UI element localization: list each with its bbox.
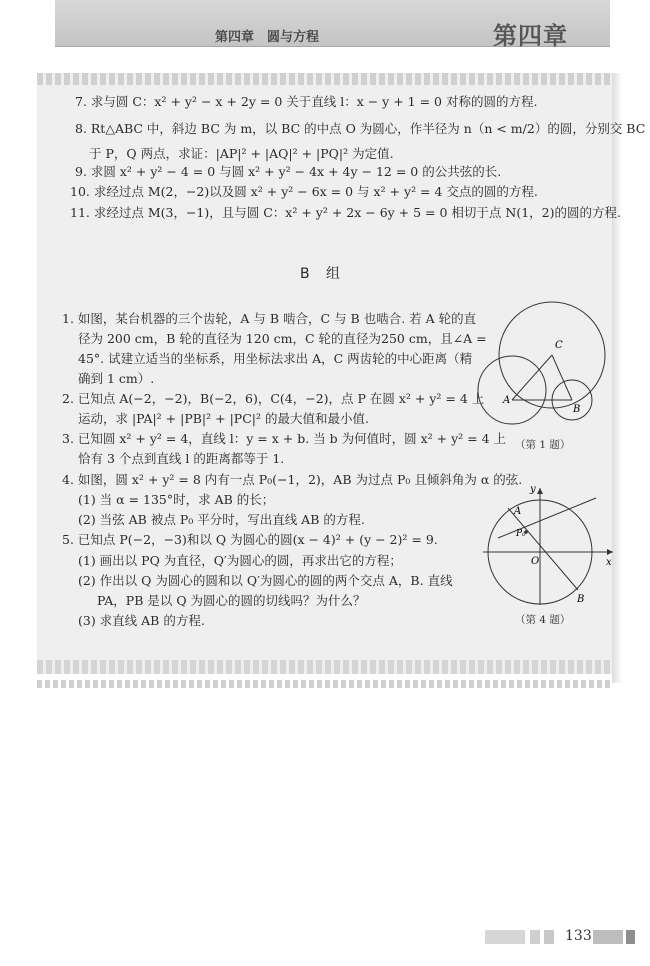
footer-block: [530, 930, 540, 944]
b-exercise-1: 1. 如图，某台机器的三个齿轮，A 与 B 啮合，C 与 B 也啮合. 若 A 轮的直: [62, 311, 477, 326]
label-x: x: [606, 557, 612, 568]
b-exercise-2-line2: 运动，求 |PA|² + |PB|² + |PC|² 的最大值和最小值.: [78, 411, 369, 426]
footer-block: [626, 930, 635, 944]
chapter-header-title: 第四章 圆与方程: [215, 30, 320, 45]
b-exercise-1-line4: 确到 1 cm）.: [78, 371, 155, 386]
b-exercise-5-part2: (2) 作出以 Q 为圆心的圆和以 Q′为圆心的圆的两个交点 A，B. 直线: [78, 573, 453, 588]
b-exercise-3: 3. 已知圆 x² + y² = 4，直线 l：y = x + b. 当 b 为何值时，圆 x² + y² = 4 上: [62, 431, 506, 446]
figure-4-caption: （第 4 题）: [515, 614, 571, 626]
b-exercise-4-part2: (2) 当弦 AB 被点 P₀ 平分时，写出直线 AB 的方程.: [78, 512, 365, 527]
exercise-10: 10. 求经过点 M(2，−2)以及圆 x² + y² − 6x = 0 与 x² + y² = 4 交点的圆的方程.: [70, 184, 538, 199]
label-b: B: [573, 404, 581, 415]
footer-block: [593, 930, 623, 944]
label-a: A: [503, 395, 511, 406]
b-exercise-5: 5. 已知点 P(−2，−3)和以 Q 为圆心的圆(x − 4)² + (y − 2)² = 9.: [62, 532, 438, 547]
panel-bottom-edge: [37, 660, 612, 674]
exercise-8: 8. Rt△ABC 中，斜边 BC 为 m，以 BC 的中点 O 为圆心，作半径为 n（n < m/2）的圆，分别交 BC: [75, 121, 646, 136]
footer-block: [485, 930, 525, 944]
panel-top-edge: [37, 73, 612, 85]
b-exercise-5-part2-cont: PA，PB 是以 Q 为圆心的圆的切线吗？为什么？: [97, 593, 366, 608]
label-a: A: [514, 506, 522, 517]
y-axis-arrow: [537, 488, 543, 494]
exercise-7: 7. 求与圆 C：x² + y² − x + 2y = 0 关于直线 l：x − y + 1 = 0 对称的圆的方程.: [75, 94, 538, 109]
b-exercise-4: 4. 如图，圆 x² + y² = 8 内有一点 P₀(−1，2)，AB 为过点 P₀ 且倾斜角为 α 的弦.: [62, 472, 523, 487]
label-o: O: [531, 556, 540, 567]
chord-ab: [508, 508, 578, 590]
label-c: C: [555, 340, 563, 351]
chapter-tab: 第四章: [493, 22, 568, 50]
label-b: B: [577, 594, 585, 605]
page-number: 133: [565, 928, 592, 944]
b-exercise-5-part3: (3) 求直线 AB 的方程.: [78, 613, 205, 628]
figure-1-caption: （第 1 题）: [515, 439, 571, 451]
line-b-c: [552, 355, 572, 400]
exercise-9: 9. 求圆 x² + y² − 4 = 0 与圆 x² + y² − 4x + 4y − 12 = 0 的公共弦的长.: [75, 164, 502, 179]
b-exercise-4-part1: (1) 当 α = 135°时，求 AB 的长；: [78, 492, 275, 507]
b-exercise-1-line2: 径为 200 cm，B 轮的直径为 120 cm，C 轮的直径为250 cm，且∠A =: [78, 331, 487, 346]
exercise-8-cont: 于 P，Q 两点，求证：|AP|² + |AQ|² + |PQ|² 为定值.: [89, 146, 394, 161]
group-b-title: B 组: [300, 266, 347, 282]
second-line: [498, 498, 596, 538]
b-exercise-2: 2. 已知点 A(−2，−2)，B(−2，6)，C(4，−2)，点 P 在圆 x² + y² = 4 上: [62, 391, 485, 406]
label-p0: P₀: [516, 529, 526, 539]
b-exercise-1-line3: 45°. 试建立适当的坐标系，用坐标法求出 A，C 两齿轮的中心距离（精: [78, 351, 473, 366]
footer-block: [544, 930, 554, 944]
x-axis-arrow: [607, 549, 613, 555]
label-y: y: [530, 484, 536, 495]
b-exercise-5-part1: (1) 画出以 PQ 为直径，Q′为圆心的圆，再求出它的方程；: [78, 553, 402, 568]
figure-1-gears: [475, 300, 615, 430]
exercise-11: 11. 求经过点 M(3，−1)，且与圆 C：x² + y² + 2x − 6y + 5 = 0 相切于点 N(1，2)的圆的方程.: [70, 205, 621, 220]
figure-4-circle-chord: [478, 480, 618, 610]
panel-dash-divider: [37, 680, 612, 688]
b-exercise-3-line2: 恰有 3 个点到直线 l 的距离都等于 1.: [78, 451, 285, 466]
